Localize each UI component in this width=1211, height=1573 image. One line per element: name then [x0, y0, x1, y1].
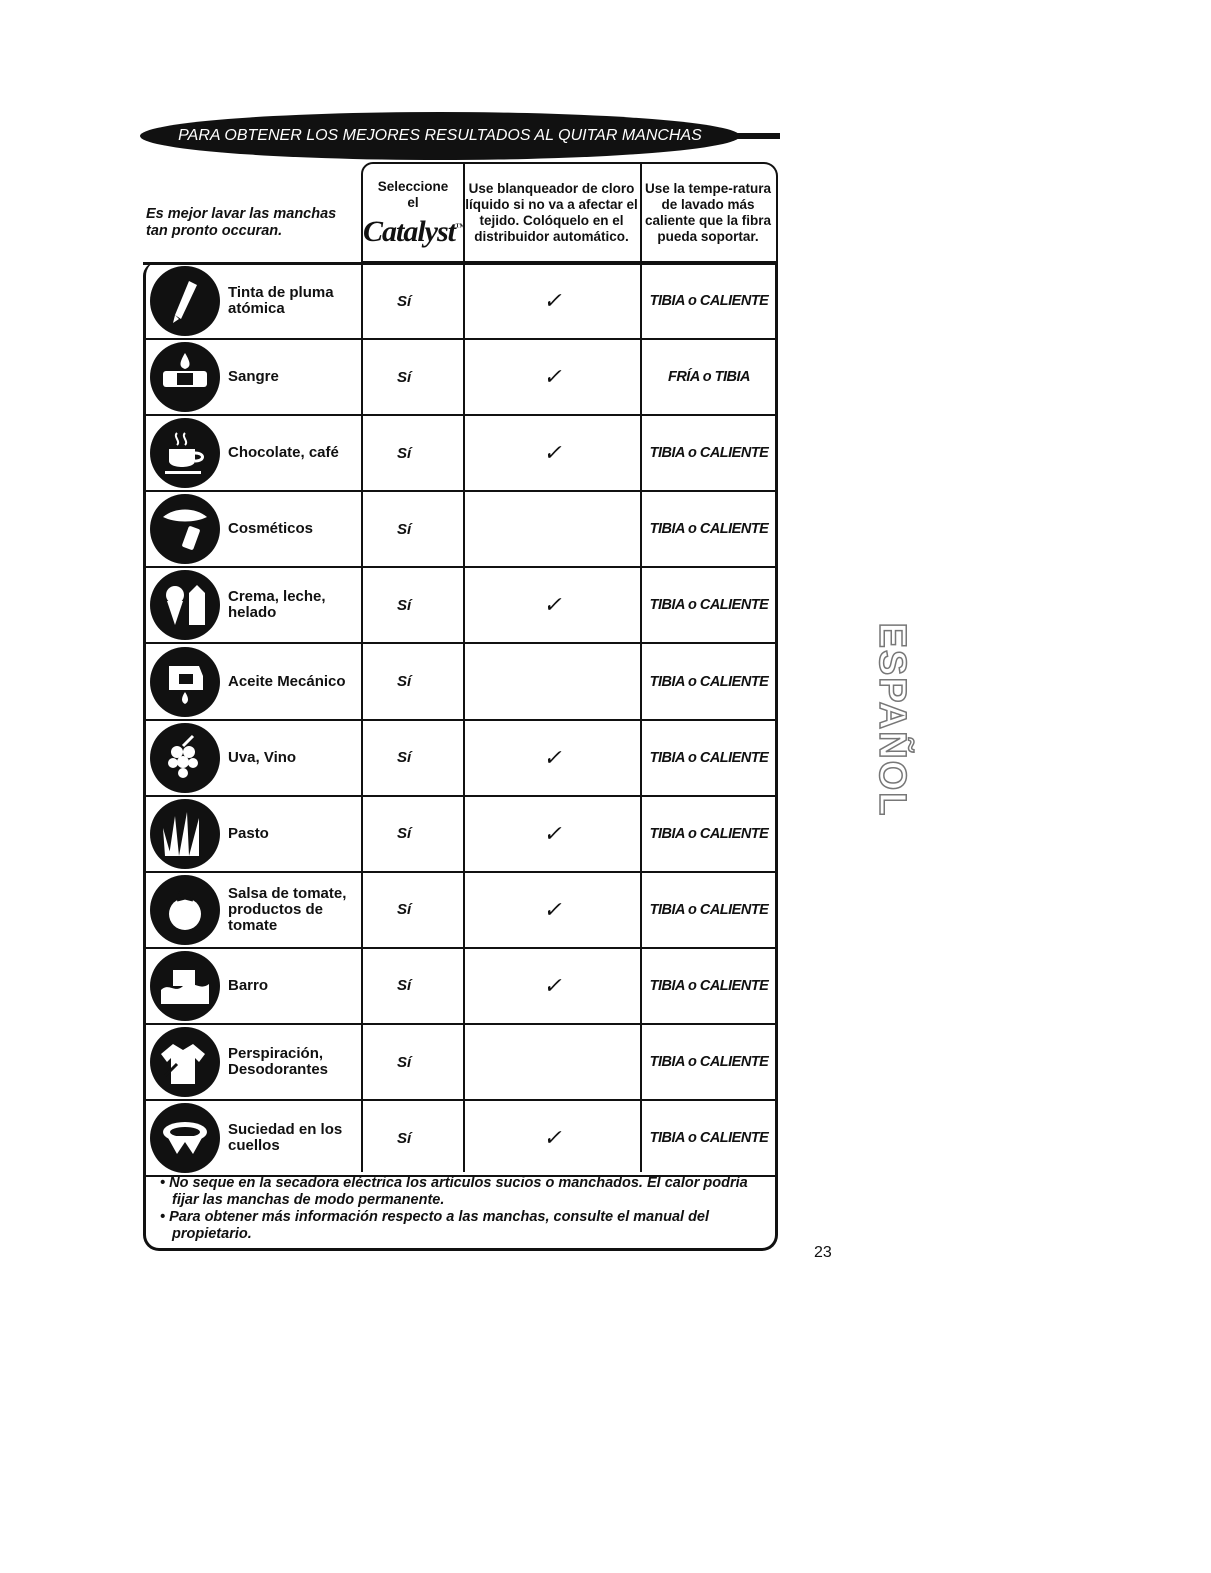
- catalyst-value: Sí: [397, 520, 412, 538]
- bleach-cell: [465, 1025, 640, 1099]
- stain-name: Uva, Vino: [228, 748, 297, 766]
- checkmark-icon: ✓: [543, 1125, 562, 1151]
- stain-name: Aceite Mecánico: [228, 672, 346, 690]
- stain-name: Suciedad en los cuellos: [228, 1121, 343, 1155]
- bleach-cell: [465, 264, 640, 338]
- pen-icon: [150, 266, 220, 336]
- stain-name: Sangre: [228, 368, 279, 386]
- temperature-value: TIBIA o CALIENTE: [649, 749, 769, 766]
- checkmark-icon: ✓: [543, 972, 562, 998]
- stain-name: Crema, leche, helado: [228, 588, 326, 622]
- header-catalyst: [361, 162, 465, 263]
- stain-name: Pasto: [228, 824, 269, 842]
- grass-icon: [150, 799, 220, 869]
- temperature-cell: [642, 492, 776, 566]
- bleach-cell: [465, 568, 640, 642]
- temperature-cell: [642, 645, 776, 719]
- footnote: • No seque en la secadora eléctrica los artículos sucios o manchados. El calor podría fijar las manchas de modo permanente.: [160, 1175, 748, 1208]
- checkmark-icon: ✓: [543, 896, 562, 922]
- bleach-cell: [465, 721, 640, 795]
- footnote: • Para obtener más información respecto a las manchas, consulte el manual del propietario.: [160, 1209, 710, 1242]
- stain-cell: [146, 264, 361, 338]
- collar-icon: [150, 1103, 220, 1173]
- table-row: [146, 721, 776, 797]
- bleach-cell: [465, 873, 640, 947]
- catalyst-cell: [363, 1101, 463, 1175]
- temperature-cell: [642, 264, 776, 338]
- checkmark-icon: ✓: [543, 440, 562, 466]
- stain-cell: [146, 949, 361, 1023]
- temperature-cell: [642, 568, 776, 642]
- catalyst-value: Sí: [397, 901, 412, 919]
- footnotes: [160, 1175, 770, 1243]
- catalyst-value: Sí: [397, 596, 412, 614]
- catalyst-cell: [363, 340, 463, 414]
- bleach-cell: [465, 645, 640, 719]
- catalyst-cell: [363, 492, 463, 566]
- stain-cell: [146, 645, 361, 719]
- bandage-icon: [150, 342, 220, 412]
- temperature-cell: [642, 721, 776, 795]
- table-row: [146, 416, 776, 492]
- table-row: [146, 645, 776, 721]
- stain-name: Tinta de pluma atómica: [228, 284, 334, 318]
- temperature-value: TIBIA o CALIENTE: [649, 977, 769, 994]
- table-row: [146, 949, 776, 1025]
- stain-name: Salsa de tomate, productos de tomate: [228, 884, 347, 934]
- checkmark-icon: ✓: [543, 364, 562, 390]
- temperature-cell: [642, 797, 776, 871]
- bleach-cell: [465, 340, 640, 414]
- stain-cell: [146, 416, 361, 490]
- stain-cell: [146, 492, 361, 566]
- catalyst-logo: Catalyst™: [363, 214, 465, 248]
- table-row: [146, 873, 776, 949]
- catalyst-cell: [363, 873, 463, 947]
- catalyst-cell: [363, 949, 463, 1023]
- bleach-cell: [465, 949, 640, 1023]
- side-language-label: ESPAÑOL: [871, 622, 913, 818]
- catalyst-value: Sí: [397, 749, 412, 767]
- tomato-icon: [150, 875, 220, 945]
- stain-name: Cosméticos: [228, 520, 314, 538]
- stain-name: Chocolate, café: [228, 444, 339, 462]
- stain-cell: [146, 721, 361, 795]
- temperature-cell: [642, 416, 776, 490]
- temperature-value: TIBIA o CALIENTE: [649, 825, 769, 842]
- catalyst-cell: [363, 1025, 463, 1099]
- header-banner: [140, 112, 780, 160]
- stain-cell: [146, 1101, 361, 1175]
- catalyst-cell: [363, 721, 463, 795]
- temperature-cell: [642, 873, 776, 947]
- temperature-value: TIBIA o CALIENTE: [649, 673, 769, 690]
- bleach-cell: [465, 492, 640, 566]
- grapes-icon: [150, 723, 220, 793]
- checkmark-icon: ✓: [543, 592, 562, 618]
- bleach-cell: [465, 797, 640, 871]
- table-row: [146, 797, 776, 873]
- table-row: [146, 492, 776, 568]
- stain-cell: [146, 340, 361, 414]
- catalyst-cell: [363, 568, 463, 642]
- catalyst-logo-text: Catalyst: [363, 214, 456, 248]
- ice-cream-milk-icon: [150, 570, 220, 640]
- catalyst-value: Sí: [397, 292, 412, 310]
- temperature-cell: [642, 1101, 776, 1175]
- temperature-value: TIBIA o CALIENTE: [649, 597, 769, 614]
- stain-cell: [146, 568, 361, 642]
- header-catalyst-line1: Seleccione: [377, 178, 449, 194]
- header-bleach: Use blanqueador de cloro líquido si no va a afectar el tejido. Colóquelo en el distribuidor automático.: [463, 162, 642, 263]
- table-row: [146, 1101, 776, 1177]
- temperature-value: TIBIA o CALIENTE: [649, 1130, 769, 1147]
- temperature-cell: [642, 1025, 776, 1099]
- stain-cell: [146, 873, 361, 947]
- table-row: [146, 568, 776, 644]
- catalyst-value: Sí: [397, 1129, 412, 1147]
- catalyst-cell: [363, 416, 463, 490]
- checkmark-icon: ✓: [543, 288, 562, 314]
- temperature-cell: [642, 340, 776, 414]
- banner-title: PARA OBTENER LOS MEJORES RESULTADOS AL QUITAR MANCHAS: [178, 127, 702, 144]
- shirt-icon: [150, 1027, 220, 1097]
- catalyst-value: Sí: [397, 444, 412, 462]
- coffee-cup-icon: [150, 418, 220, 488]
- stain-name: Perspiración, Desodorantes: [228, 1045, 329, 1079]
- header-catalyst-line2: el: [407, 194, 419, 210]
- checkmark-icon: ✓: [543, 820, 562, 846]
- catalyst-cell: [363, 264, 463, 338]
- bleach-cell: [465, 416, 640, 490]
- temperature-value: TIBIA o CALIENTE: [649, 293, 769, 310]
- bleach-cell: [465, 1101, 640, 1175]
- table-row: [146, 1025, 776, 1101]
- stain-name: Barro: [228, 976, 269, 994]
- temperature-value: TIBIA o CALIENTE: [649, 445, 769, 462]
- intro-text: Es mejor lavar las manchas tan pronto occuran.: [146, 206, 337, 239]
- stain-cell: [146, 797, 361, 871]
- catalyst-value: Sí: [397, 977, 412, 995]
- table-row: [146, 264, 776, 340]
- catalyst-value: Sí: [397, 1053, 412, 1071]
- temperature-cell: [642, 949, 776, 1023]
- catalyst-value: Sí: [397, 825, 412, 843]
- catalyst-value: Sí: [397, 368, 412, 386]
- stain-cell: [146, 1025, 361, 1099]
- catalyst-value: Sí: [397, 673, 412, 691]
- table-row: [146, 340, 776, 416]
- catalyst-cell: [363, 645, 463, 719]
- temperature-value: TIBIA o CALIENTE: [649, 901, 769, 918]
- oil-can-icon: [150, 647, 220, 717]
- temperature-value: TIBIA o CALIENTE: [649, 1054, 769, 1071]
- lipstick-icon: [150, 494, 220, 564]
- catalyst-cell: [363, 797, 463, 871]
- temperature-value: FRÍA o TIBIA: [667, 369, 751, 386]
- temperature-value: TIBIA o CALIENTE: [649, 521, 769, 538]
- header-temperature: Use la tempe-ratura de lavado más caliente que la fibra pueda soportar.: [640, 162, 778, 263]
- checkmark-icon: ✓: [543, 744, 562, 770]
- mud-icon: [150, 951, 220, 1021]
- page-number: 23: [814, 1244, 832, 1261]
